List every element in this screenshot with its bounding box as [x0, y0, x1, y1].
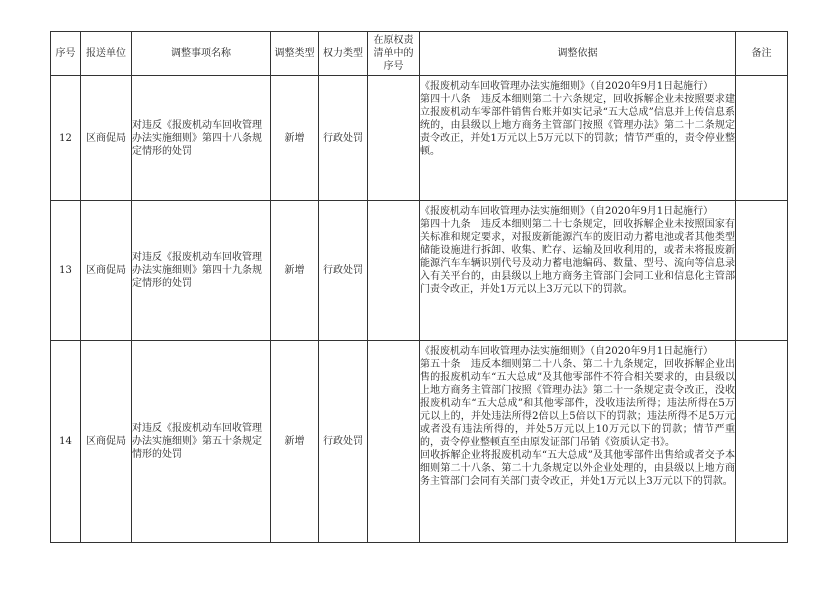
basis-body-extra: 回收拆解企业将报废机动车“五大总成”及其他零部件出售给或者交予本细则第二十八条、第二十九条规定以外企业处理的，由县级以上地方商务主管部门会同有关部门责令改正，并处1万元以上3万元以下的罚款。 — [420, 450, 735, 487]
header-unit: 报送单位 — [81, 32, 132, 76]
row-remark — [736, 201, 788, 341]
header-adjust-type: 调整类型 — [271, 32, 319, 76]
header-original-seq: 在原权责清单中的序号 — [368, 32, 420, 76]
row-unit: 区商促局 — [81, 341, 132, 543]
row-adjust-type: 新增 — [271, 201, 319, 341]
basis-title: 《报废机动车回收管理办法实施细则》（自2020年9月1日起施行） — [420, 346, 714, 357]
row-seq: 13 — [51, 201, 81, 341]
table-row — [51, 341, 788, 543]
row-original-seq — [368, 76, 420, 201]
basis-title: 《报废机动车回收管理办法实施细则》（自2020年9月1日起施行） — [420, 81, 714, 92]
row-item-name: 对违反《报废机动车回收管理办法实施细则》第五十条规定情形的处罚 — [132, 341, 271, 543]
row-basis — [420, 76, 736, 201]
row-original-seq — [368, 341, 420, 543]
basis-body: 第四十九条 违反本细则第二十七条规定，回收拆解企业未按照国家有关标准和规定要求，对报废新能源汽车的废旧动力蓄电池或者其他类型储能设施进行拆卸、收集、贮存、运输及回收利用的，或者未将报废新能源汽车车辆识别代号及动力蓄电池编码、数量、型号、流向等信息录入有关平台的，由县级以上地方商务主管部门会同工业和信息化主管部门责令改正，并处1万元以上3万元以下的罚款。 — [420, 219, 735, 295]
header-basis: 调整依据 — [420, 32, 736, 76]
row-adjust-type: 新增 — [271, 76, 319, 201]
header-remark: 备注 — [736, 32, 788, 76]
regulation-table — [50, 31, 788, 543]
table-row — [51, 201, 788, 341]
header-row — [51, 32, 788, 76]
row-seq: 12 — [51, 76, 81, 201]
row-basis — [420, 201, 736, 341]
table-row — [51, 76, 788, 201]
header-power-type: 权力类型 — [319, 32, 368, 76]
basis-body: 第四十八条 违反本细则第二十六条规定，回收拆解企业未按照要求建立报废机动车零部件销售台账并如实记录“五大总成”信息并上传信息系统的，由县级以上地方商务主管部门按照《管理办法》第二十二条规定责令改正，并处1万元以上5万元以下的罚款；情节严重的，责令停业整顿。 — [420, 94, 735, 157]
basis-body: 第五十条 违反本细则第二十八条、第二十九条规定，回收拆解企业出售的报废机动车“五大总成”及其他零部件不符合相关要求的，由县级以上地方商务主管部门按照《管理办法》第二十一条规定责令改正，没收报废机动车“五大总成”和其他零部件，没收违法所得；违法所得在5万元以上的，并处违法所得2倍以上5倍以下的罚款；违法所得不足5万元或者没有违法所得的，并处5万元以上10万元以下的罚款；情节严重的，责令停业整顿直至由原发证部门吊销《资质认定书》。 — [420, 359, 735, 448]
header-seq: 序号 — [51, 32, 81, 76]
row-power-type: 行政处罚 — [319, 76, 368, 201]
row-unit: 区商促局 — [81, 76, 132, 201]
row-remark — [736, 76, 788, 201]
row-seq: 14 — [51, 341, 81, 543]
basis-title: 《报废机动车回收管理办法实施细则》（自2020年9月1日起施行） — [420, 206, 714, 217]
row-unit: 区商促局 — [81, 201, 132, 341]
row-basis — [420, 341, 736, 543]
row-power-type: 行政处罚 — [319, 201, 368, 341]
row-power-type: 行政处罚 — [319, 341, 368, 543]
row-item-name: 对违反《报废机动车回收管理办法实施细则》第四十八条规定情形的处罚 — [132, 76, 271, 201]
row-remark — [736, 341, 788, 543]
header-item: 调整事项名称 — [132, 32, 271, 76]
row-adjust-type: 新增 — [271, 341, 319, 543]
row-original-seq — [368, 201, 420, 341]
row-item-name: 对违反《报废机动车回收管理办法实施细则》第四十九条规定情形的处罚 — [132, 201, 271, 341]
